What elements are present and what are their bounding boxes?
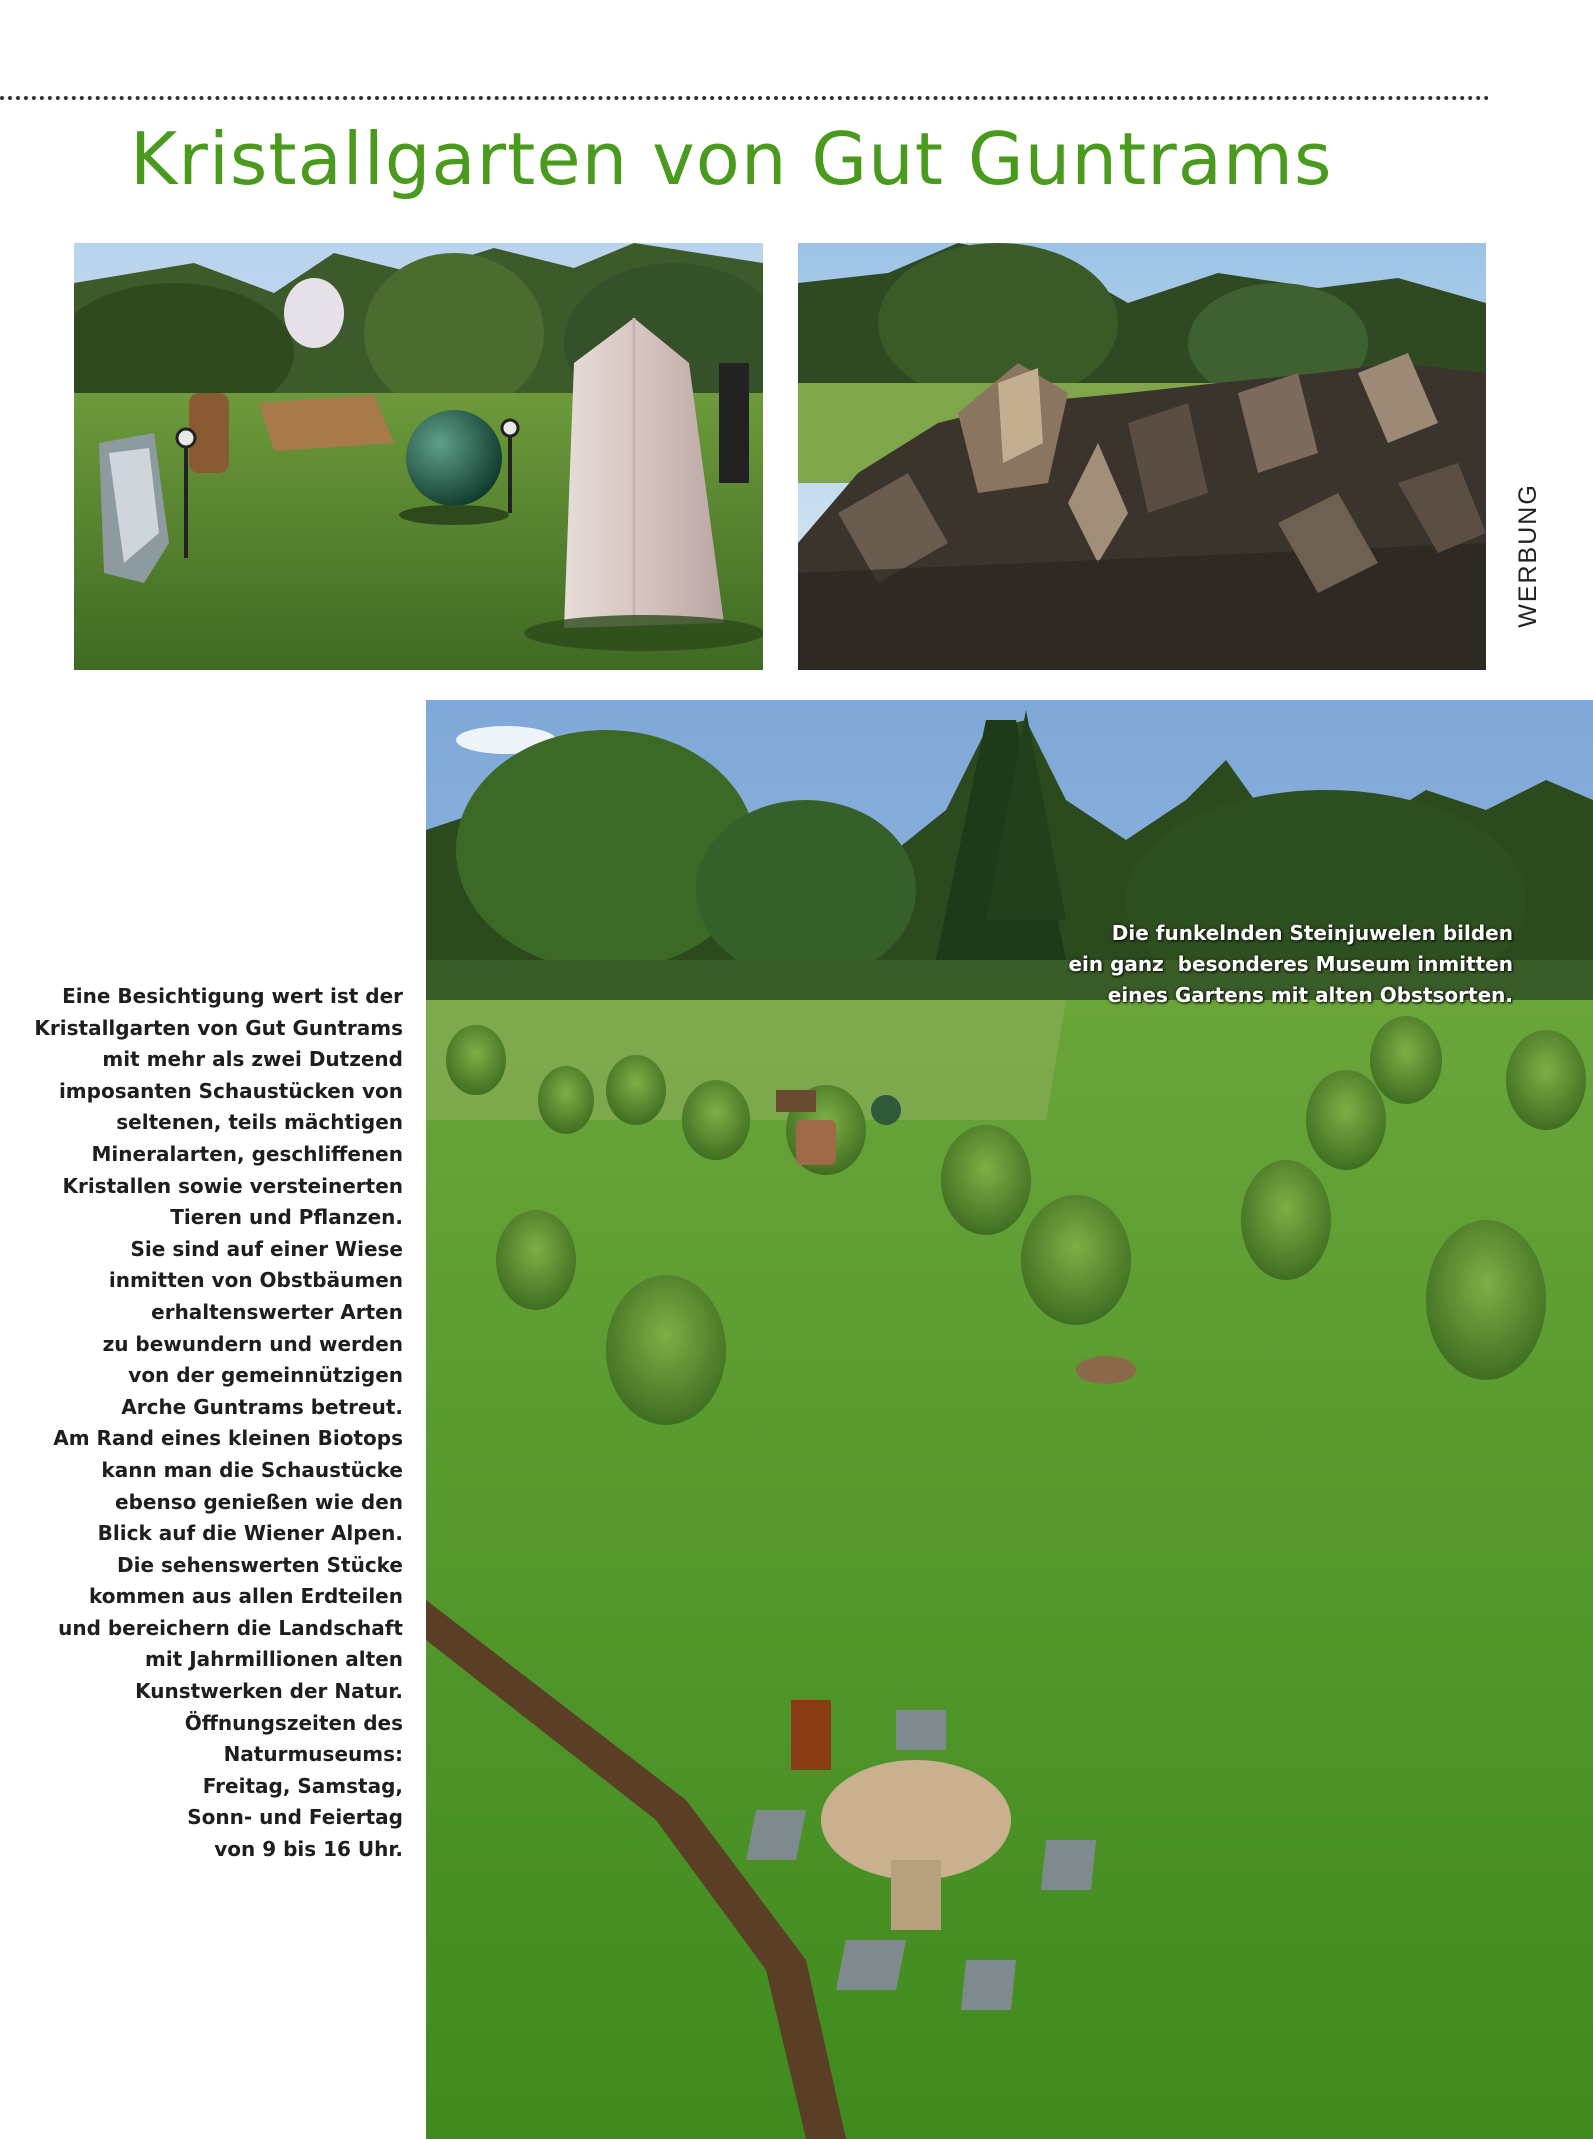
article-body	[34, 981, 403, 1866]
body-line: Kunstwerken der Natur.	[135, 1679, 403, 1704]
body-line: Tieren und Pflanzen.	[170, 1205, 403, 1230]
body-line: kann man die Schaustücke	[101, 1457, 403, 1482]
body-line: kommen aus allen Erdteilen	[88, 1584, 403, 1609]
caption-line: eines Gartens mit alten Obstsorten.	[1107, 983, 1513, 1007]
body-line: Blick auf die Wiener Alpen.	[97, 1521, 403, 1546]
body-line: Kristallgarten von Gut Guntrams	[34, 1015, 403, 1040]
body-line: von 9 bis 16 Uhr.	[214, 1837, 403, 1862]
body-line: ebenso genießen wie den	[115, 1489, 403, 1514]
body-line: erhaltenswerter Arten	[151, 1299, 403, 1324]
body-line: inmitten von Obstbäumen	[108, 1268, 403, 1293]
body-line: Mineralarten, geschliffenen	[91, 1141, 403, 1166]
body-line: Naturmuseums:	[223, 1742, 403, 1767]
body-line: Die sehenswerten Stücke	[116, 1552, 403, 1577]
body-line: mit Jahrmillionen alten	[145, 1647, 403, 1672]
photo-caption	[1068, 918, 1513, 1011]
body-line: Kristallen sowie versteinerten	[62, 1173, 403, 1198]
photo-smoky-quartz	[798, 243, 1486, 670]
dotted-top-rule	[0, 96, 1490, 100]
body-line: von der gemeinnützigen	[128, 1363, 403, 1388]
photo-garden-crystals	[74, 243, 763, 670]
body-line: Eine Besichtigung wert ist der	[62, 984, 403, 1008]
body-line: Sonn- und Feiertag	[187, 1805, 403, 1830]
caption-line: Die funkelnden Steinjuwelen bilden	[1111, 921, 1513, 945]
photo-garden-overview	[426, 700, 1593, 2139]
body-line: Arche Guntrams betreut.	[121, 1394, 403, 1419]
advertising-label	[1508, 482, 1548, 628]
page-title: Kristallgarten von Gut Guntrams	[130, 117, 1333, 201]
body-line: Öffnungszeiten des	[184, 1710, 403, 1735]
body-line: und bereichern die Landschaft	[58, 1615, 403, 1640]
body-line: imposanten Schaustücken von	[58, 1078, 403, 1103]
body-line: Sie sind auf einer Wiese	[130, 1236, 403, 1261]
caption-line: ein ganz besonderes Museum inmitten	[1068, 952, 1513, 976]
body-line: seltenen, teils mächtigen	[116, 1110, 403, 1135]
body-line: mit mehr als zwei Dutzend	[102, 1047, 403, 1072]
body-line: Freitag, Samstag,	[202, 1773, 403, 1798]
body-line: Am Rand eines kleinen Biotops	[53, 1426, 403, 1451]
advertising-label-text: WERBUNG	[1513, 482, 1542, 628]
body-line: zu bewundern und werden	[102, 1331, 403, 1356]
